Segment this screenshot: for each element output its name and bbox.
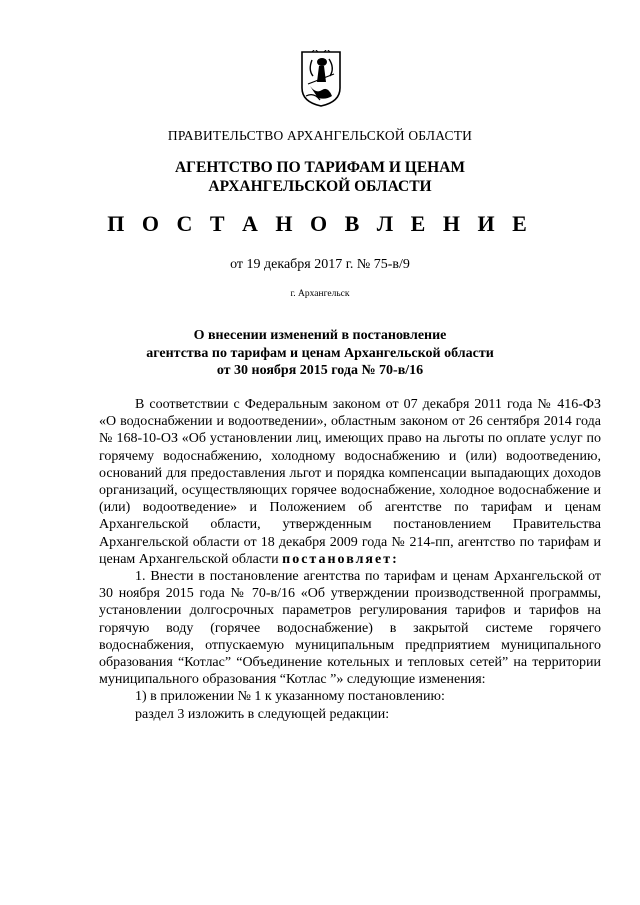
document-type-title: П О С Т А Н О В Л Е Н И Е	[107, 211, 533, 236]
document-date-number: от 19 декабря 2017 г. № 75-в/9	[230, 257, 410, 272]
agency-name-line-1: АГЕНТСТВО ПО ТАРИФАМ И ЦЕНАМ	[174, 159, 466, 176]
agency-name-line-2: АРХАНГЕЛЬСКОЙ ОБЛАСТИ	[208, 178, 432, 195]
decree-word: постановляет:	[282, 551, 399, 567]
subject-line-2: агентства по тарифам и ценам Архангельской области	[146, 345, 494, 361]
preamble-text: В соответствии с Федеральным законом от 07 декабря 2011 года № 416-ФЗ «О водоснабжении и водоотведении», областным законом от 26 сентября 2014 года № 168-10-ОЗ «Об установлении лиц, имеющих право на льготы по оплате услуг по горячему водоснабжению, холодному водоснабжению и (или) водоотведению, оснований для предоставления льгот и порядка компенсации выпадающих доходов организаций, осуществляющих горячее водоснабжение, холодное водоснабжение и (или) водоотведение» и Положением об агентстве по тарифам и ценам Архангельской области, утвержденным постановлением Правительства Архангельской области от 18 декабря 2009 года № 214-пп, агентство по тарифам и ценам Архангельской области	[99, 397, 601, 567]
subject-line-3: от 30 ноября 2015 года № 70-в/16	[216, 363, 424, 378]
government-name: ПРАВИТЕЛЬСТВО АРХАНГЕЛЬСКОЙ ОБЛАСТИ	[167, 128, 473, 143]
sub-item-1-paragraph: 1) в приложении № 1 к указанному постановлению:	[135, 689, 445, 705]
agency-name	[0, 158, 640, 196]
subject-line-1: О внесении изменений в постановление	[193, 328, 447, 343]
coat-of-arms-emblem	[300, 50, 342, 108]
preamble-paragraph	[99, 396, 601, 568]
item-1-paragraph: 1. Внести в постановление агентства по тарифам и ценам Архангельской от 30 ноября 2015 года № 70-в/16 «Об утверждении производственной программы, установлении долгосрочных параметров регулирования тарифов и тарифов на горячую воду (горячее водоснабжение) в закрытой системе горячего водоснабжения, отпускаемую муниципальным предприятием муниципального образования “Котлас” “Объединение котельных и тепловых сетей” на территории муниципального образования “Котлас ”» следующие изменения:	[99, 569, 601, 688]
document-city: г. Архангельск	[290, 289, 350, 299]
document-subject	[0, 327, 640, 380]
document-body	[99, 396, 601, 723]
sub-item-2-paragraph: раздел 3 изложить в следующей редакции:	[135, 706, 390, 722]
